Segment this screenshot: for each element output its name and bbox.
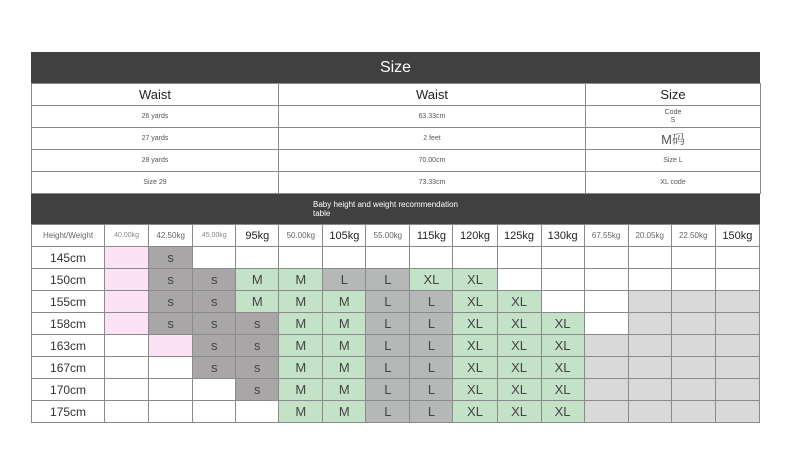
size-cell: L — [323, 269, 366, 291]
size-cell: s — [149, 269, 193, 291]
table-row — [32, 313, 760, 335]
weight-header: 42.50kg — [149, 225, 193, 247]
size-cell — [584, 335, 628, 357]
size-cell — [105, 247, 149, 269]
size-cell: L — [410, 357, 453, 379]
size-cell: L — [410, 313, 453, 335]
size-cell — [236, 247, 279, 269]
size-cell: XL — [497, 379, 541, 401]
size-cell: XL — [497, 291, 541, 313]
size-cell — [105, 401, 149, 423]
size-cell — [584, 401, 628, 423]
height-label: 158cm — [32, 313, 105, 335]
size-cell — [715, 313, 759, 335]
size-cell: s — [193, 313, 236, 335]
size-cell: L — [410, 291, 453, 313]
size-cell: L — [410, 401, 453, 423]
size-cell: M — [236, 291, 279, 313]
size-cell — [584, 291, 628, 313]
table-row — [32, 379, 760, 401]
size-cell: M — [236, 269, 279, 291]
size-cell — [671, 313, 715, 335]
size-cell — [149, 357, 193, 379]
size-cell — [105, 357, 149, 379]
table-row — [32, 247, 760, 269]
size-cell — [715, 269, 759, 291]
size-cell: s — [193, 357, 236, 379]
size-cell: M — [279, 357, 323, 379]
size-cell: L — [410, 335, 453, 357]
size-cell: M — [279, 269, 323, 291]
size-cell: M — [323, 357, 366, 379]
size-cell — [628, 247, 671, 269]
size-cell — [584, 269, 628, 291]
size-cell: XL — [453, 335, 497, 357]
weight-header: 55.00kg — [366, 225, 410, 247]
size-cell: XL — [497, 335, 541, 357]
header-waist-1: Waist — [32, 84, 279, 106]
size-cell: M — [279, 335, 323, 357]
size-code: M码 — [586, 128, 761, 150]
size-cell: L — [366, 269, 410, 291]
table-row — [32, 357, 760, 379]
table-row — [32, 150, 761, 172]
weight-header: 115kg — [410, 225, 453, 247]
waist-cm: 70.00cm — [279, 150, 586, 172]
size-cell — [671, 247, 715, 269]
size-title-bar — [31, 52, 760, 83]
recommendation-title-bar — [31, 194, 760, 224]
size-cell — [671, 357, 715, 379]
size-cell — [541, 291, 584, 313]
size-cell: s — [236, 379, 279, 401]
size-cell — [149, 401, 193, 423]
height-label: 175cm — [32, 401, 105, 423]
size-cell — [715, 401, 759, 423]
size-cell — [628, 313, 671, 335]
waist-yards: Size 29 — [32, 172, 279, 194]
size-cell: M — [323, 291, 366, 313]
size-cell — [410, 247, 453, 269]
weight-header: 130kg — [541, 225, 584, 247]
waist-yards: 26 yards — [32, 106, 279, 128]
size-cell — [105, 313, 149, 335]
size-cell: XL — [453, 379, 497, 401]
waist-cm: 2 feet — [279, 128, 586, 150]
size-cell — [236, 401, 279, 423]
header-waist-2: Waist — [279, 84, 586, 106]
size-cell — [628, 379, 671, 401]
size-cell — [105, 335, 149, 357]
size-code: Size L — [586, 150, 761, 172]
size-cell — [453, 247, 497, 269]
size-cell: s — [193, 335, 236, 357]
table-row — [32, 401, 760, 423]
waist-cm: 63.33cm — [279, 106, 586, 128]
size-cell: M — [279, 401, 323, 423]
size-cell — [671, 335, 715, 357]
size-cell: s — [149, 313, 193, 335]
size-cell: XL — [453, 357, 497, 379]
size-cell: s — [193, 291, 236, 313]
size-cell: L — [366, 379, 410, 401]
table-row — [32, 291, 760, 313]
size-cell — [193, 379, 236, 401]
size-cell — [193, 401, 236, 423]
size-cell: M — [323, 335, 366, 357]
weight-header: 20.05kg — [628, 225, 671, 247]
size-cell: s — [236, 335, 279, 357]
size-cell — [541, 247, 584, 269]
recommendation-table — [31, 224, 760, 423]
recommendation-title-line2: table — [313, 209, 331, 218]
table-row — [32, 128, 761, 150]
size-cell: XL — [541, 379, 584, 401]
size-cell — [715, 357, 759, 379]
size-cell — [671, 291, 715, 313]
weight-header-row — [32, 225, 760, 247]
size-table-header — [32, 84, 761, 106]
size-cell — [497, 247, 541, 269]
size-cell: L — [366, 357, 410, 379]
size-cell — [715, 291, 759, 313]
size-cell — [671, 379, 715, 401]
size-cell: XL — [497, 313, 541, 335]
size-cell: M — [323, 379, 366, 401]
size-cell — [584, 247, 628, 269]
size-cell — [105, 379, 149, 401]
size-cell: XL — [497, 401, 541, 423]
height-label: 155cm — [32, 291, 105, 313]
size-cell — [671, 269, 715, 291]
size-cell — [279, 247, 323, 269]
size-cell: XL — [453, 291, 497, 313]
weight-header: 95kg — [236, 225, 279, 247]
size-cell: L — [366, 291, 410, 313]
size-cell — [149, 335, 193, 357]
size-cell: s — [236, 357, 279, 379]
size-cell: XL — [453, 313, 497, 335]
weight-header: 67.55kg — [584, 225, 628, 247]
weight-header: 120kg — [453, 225, 497, 247]
table-row — [32, 106, 761, 128]
size-cell — [628, 291, 671, 313]
size-cell: L — [366, 401, 410, 423]
size-cell — [715, 335, 759, 357]
header-size: Size — [586, 84, 761, 106]
size-title: Size — [379, 58, 412, 76]
size-cell — [105, 269, 149, 291]
height-label: 170cm — [32, 379, 105, 401]
size-cell: L — [410, 379, 453, 401]
size-cell — [149, 379, 193, 401]
height-label: 163cm — [32, 335, 105, 357]
table-row — [32, 269, 760, 291]
size-cell — [715, 379, 759, 401]
height-label: 167cm — [32, 357, 105, 379]
size-table — [31, 83, 761, 194]
size-cell: s — [236, 313, 279, 335]
size-cell — [323, 247, 366, 269]
size-cell: M — [279, 379, 323, 401]
table-row — [32, 335, 760, 357]
size-cell: M — [279, 291, 323, 313]
size-chart — [31, 52, 760, 423]
size-cell — [366, 247, 410, 269]
size-cell: s — [193, 269, 236, 291]
weight-header: 150kg — [715, 225, 759, 247]
size-cell: XL — [453, 269, 497, 291]
size-cell: M — [323, 313, 366, 335]
size-cell: M — [323, 401, 366, 423]
corner-label: Height/Weight — [32, 225, 105, 247]
size-cell — [671, 401, 715, 423]
height-label: 150cm — [32, 269, 105, 291]
size-cell — [628, 335, 671, 357]
size-cell — [105, 291, 149, 313]
size-cell — [628, 269, 671, 291]
size-cell — [497, 269, 541, 291]
weight-header: 50.00kg — [279, 225, 323, 247]
size-cell — [628, 401, 671, 423]
size-cell — [584, 313, 628, 335]
size-cell: XL — [541, 401, 584, 423]
size-cell — [541, 269, 584, 291]
size-cell — [193, 247, 236, 269]
table-row — [32, 172, 761, 194]
size-cell: M — [279, 313, 323, 335]
size-cell: XL — [453, 401, 497, 423]
weight-header: 125kg — [497, 225, 541, 247]
size-code: XL code — [586, 172, 761, 194]
size-cell: L — [366, 335, 410, 357]
waist-cm: 73.33cm — [279, 172, 586, 194]
size-cell: s — [149, 247, 193, 269]
weight-header: 40.00kg — [105, 225, 149, 247]
size-code: Code S — [586, 106, 761, 128]
size-cell — [584, 357, 628, 379]
size-cell — [584, 379, 628, 401]
size-cell — [715, 247, 759, 269]
size-cell: s — [149, 291, 193, 313]
size-cell: XL — [541, 313, 584, 335]
recommendation-title-line1: Baby height and weight recommendation — [313, 200, 458, 209]
size-cell: XL — [410, 269, 453, 291]
size-cell: XL — [541, 335, 584, 357]
waist-yards: 28 yards — [32, 150, 279, 172]
weight-header: 22.50kg — [671, 225, 715, 247]
size-cell: XL — [541, 357, 584, 379]
size-cell — [628, 357, 671, 379]
height-label: 145cm — [32, 247, 105, 269]
weight-header: 105kg — [323, 225, 366, 247]
weight-header: 45.00kg — [193, 225, 236, 247]
waist-yards: 27 yards — [32, 128, 279, 150]
size-cell: XL — [497, 357, 541, 379]
size-cell: L — [366, 313, 410, 335]
